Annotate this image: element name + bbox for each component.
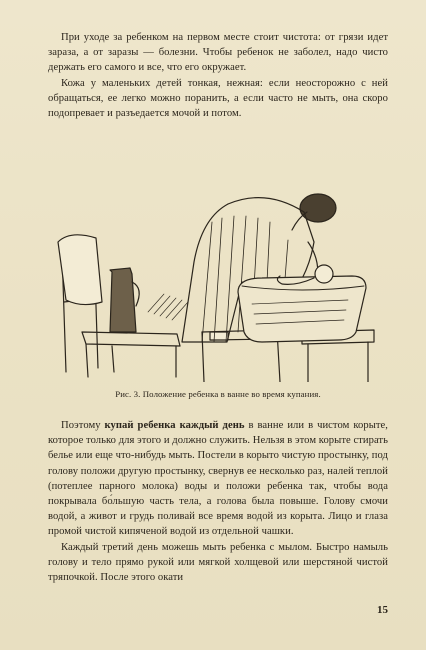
- text-block-bottom: [48, 418, 388, 585]
- bathing-illustration: [52, 182, 382, 382]
- towel-drawing: [58, 235, 102, 305]
- bath-text-before: Поэтому: [61, 420, 105, 431]
- bath-text-after: в ванне или в чистом корыте, которое только для этого и должно служить. Нельзя в этом корыте стирать белье или еще что-нибудь мыть. Постели в корыто чистую простынку, под голову положи другую простынку, свернув ее несколько раз, налей теплой (потеплее парного молока) воды и положи ребенка так, чтобы вода покрывала бо́льшую часть тела, а голова была повыше. Голову смочи водой, а живот и грудь поливай все время водой из корыта. Лицо и глаза промой чистой кипяченой водой из отдельной чашки.: [48, 420, 388, 538]
- paragraph-skin: Кожа у маленьких детей тонкая, нежная: если неосторожно с ней обращаться, ее легко можно поранить, а если часто не мыть, она скоро подопревает и разъедается мочой и потом.: [48, 77, 388, 120]
- bathtub-drawing: [238, 276, 366, 342]
- bath-emphasis: купай ребенка каждый день: [104, 420, 245, 431]
- paragraph-soap: Каждый третий день можешь мыть ребенка с мылом. Быстро намыль голову и тело прямо рукой или мягкой холщевой или шерстяной чистой тряпочкой. После этого окати: [48, 541, 388, 584]
- text-block-top: [48, 30, 388, 121]
- paragraph-daily-bath: [48, 418, 388, 540]
- pitcher-drawing: [110, 268, 139, 332]
- page-number: 15: [377, 604, 388, 616]
- shadow-hatching: [148, 294, 188, 320]
- figure-caption: Рис. 3. Положение ребенка в ванне во время купания.: [115, 389, 321, 399]
- paragraph-cleanliness: При уходе за ребенком на первом месте стоит чистота: от грязи идет зараза, а от заразы — болезни. Чтобы ребенок не заболел, надо чисто держать его самого и все, что его окружает.: [48, 32, 388, 74]
